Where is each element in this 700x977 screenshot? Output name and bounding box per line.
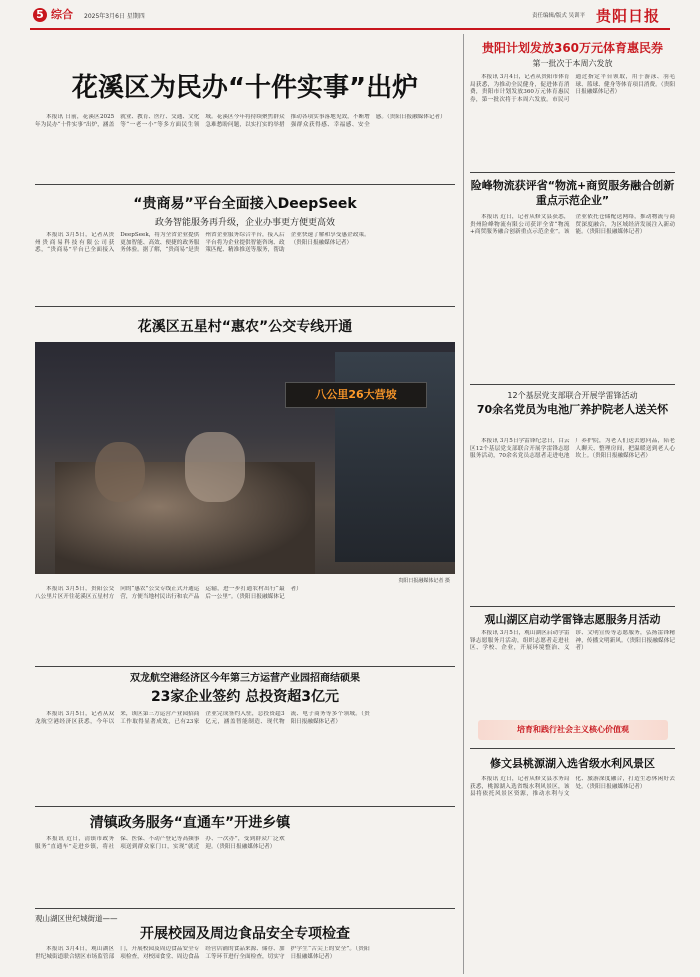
masthead-rule — [30, 28, 670, 30]
values-banner: 培育和践行社会主义核心价值观 — [478, 720, 668, 740]
school-kicker: 观山湖区世纪城街道—— — [35, 914, 118, 923]
bus-photo-caption: 贵阳日报融媒体记者 摄 — [398, 578, 450, 584]
section-label: 综合 — [51, 8, 73, 21]
newspaper-logo: 贵阳日报 — [596, 7, 661, 25]
qingzhen-headline: 清镇政务服务“直通车”开进乡镇 — [89, 815, 291, 831]
masthead — [0, 0, 700, 28]
subsidy-body: 本报讯 3月4日，记者从贵阳市体育局获悉，为推动全民健身，促进体育消费，贵阳市计划发放360万元体育惠民券，第一批次将于本周六发放。市民可通过指定平台领取，用于游泳、羽毛球、篮球、健身等体育项目消费。（贵阳日报融媒体记者） — [470, 74, 675, 103]
guanshan-body: 本报讯 3月5日，观山湖区启动学雷锋志愿服务月活动，组织志愿者走进社区、学校、企业，开展环境整治、义诊、文明宣传等志愿服务，弘扬雷锋精神，传播文明新风。（贵阳日报融媒体记者） — [470, 630, 675, 652]
issue-date: 2025年3月6日 星期四 — [84, 13, 145, 20]
guanshan-headline: 观山湖区启动学雷锋志愿服务月活动 — [484, 613, 661, 626]
bus-sign: 八公里26大营坡 — [285, 382, 427, 408]
lead-body: 本报讯 日前，花溪区2025年为民办“十件实事”出炉，涵盖就业、教育、医疗、交通、文化等“一老一小”等多方面民生领域。花溪区今年将持续聚焦群众急难愁盼问题，以实打实的举措推动各项实事落地见效，不断增强群众获得感、幸福感、安全感。（贵阳日报融媒体记者） — [35, 114, 446, 128]
subsidy-subhead: 第一批次于本周六发放 — [532, 59, 613, 68]
bus-headline: 花溪区五星村“惠农”公交专线开通 — [137, 319, 353, 335]
editor-credit: 责任编辑/版式 吴训平 — [532, 13, 586, 19]
bus-photo — [35, 342, 455, 574]
shop-headline: “贵商易”平台全面接入DeepSeek — [133, 196, 357, 212]
logistics-body: 本报讯 近日，记者从修文县获悉，贵州险峰物流有限公司获评全省“物流+商贸服务融合创新重点示范企业”。该企业依托仓储配送网络，推动物流与商贸深度融合，为区域经济发展注入新动能。（贵阳日报融媒体记者） — [470, 214, 675, 236]
xiuwen-headline: 修文县桃源湖入选省级水利风景区 — [490, 757, 655, 770]
party-headline: 70余名党员为电池厂养护院老人送关怀 — [476, 403, 669, 416]
lead-headline: 花溪区为民办“十件实事”出炉 — [71, 73, 419, 103]
qingzhen-body: 本报讯 近日，清镇市政务服务“直通车”走进乡镇，将社保、医保、不动产登记等高频事项送到群众家门口，实现“就近办、一次办”，受到群众广泛欢迎。（贵阳日报融媒体记者） — [35, 836, 285, 850]
logistics-headline: 险峰物流获评省“物流+商贸服务融合创新重点示范企业” — [470, 179, 675, 207]
shop-subhead: 政务智能服务再升级，企业办事更方便更高效 — [154, 218, 335, 228]
party-kicker: 12个基层党支部联合开展学雷锋活动 — [507, 391, 638, 400]
double-headline: 双龙航空港经济区今年第三方运营产业园招商结硕果 — [130, 673, 360, 684]
subsidy-headline: 贵阳计划发放360万元体育惠民券 — [481, 41, 664, 55]
double-subhead: 23家企业签约 总投资超3亿元 — [150, 689, 340, 705]
page-number: 5 — [36, 8, 44, 21]
shop-body: 本报讯 3月5日，记者从贵州贵商易科技有限公司获悉，“贵商易”平台已全面接入DeepSeek，将为全省企业提供更加智能、高效、便捷的政务服务体验。据了解，“贵商易”是贵州省企业服务综合平台，接入后平台将为企业提供智能咨询、政策匹配、精准推送等服务，帮助企业快速了解和享受惠企政策。（贵阳日报融媒体记者） — [35, 232, 370, 254]
xiuwen-body: 本报讯 近日，记者从修文县水务局获悉，桃源湖入选省级水利风景区，该县将依托风景区资源，推动水利与文化、旅游深度融合，打造生态休闲好去处。（贵阳日报融媒体记者） — [470, 776, 675, 798]
bus-body: 本报讯 3月5日，贵阳公交八公里片区开往花溪区五星村方向的“惠农”公交专线正式开通运营，方便当地村民出行和农产品运输，进一步打通农村出行“最后一公里”。（贵阳日报融媒体记者） — [35, 586, 302, 600]
school-headline: 开展校园及周边食品安全专项检查 — [140, 926, 350, 942]
double-body: 本报讯 3月5日，记者从双龙航空港经济区获悉，今年以来，该区第三方运营产业园招商工作取得显著成效，已有23家企业完成签约入驻，总投资超3亿元，涵盖智能制造、现代物流、电子商务等多个领域。（贵阳日报融媒体记者） — [35, 711, 370, 725]
party-body: 本报讯 3月5日学雷锋纪念日，白云区12个基层党支部联合开展学雷锋志愿服务活动，70余名党员志愿者走进电池厂养护院，为老人们送去慰问品，陪老人聊天、整理房间，把温暖送到老人心坎上。（贵阳日报融媒体记者） — [470, 438, 675, 460]
school-body: 本报讯 3月4日，观山湖区世纪城街道联合辖区市场监管部门，开展校园及周边食品安全专项检查，对校园食堂、周边食品经营店铺的食品来源、储存、加工等环节进行全面检查，切实守护学生“舌尖上的安全”。（贵阳日报融媒体记者） — [35, 946, 370, 960]
